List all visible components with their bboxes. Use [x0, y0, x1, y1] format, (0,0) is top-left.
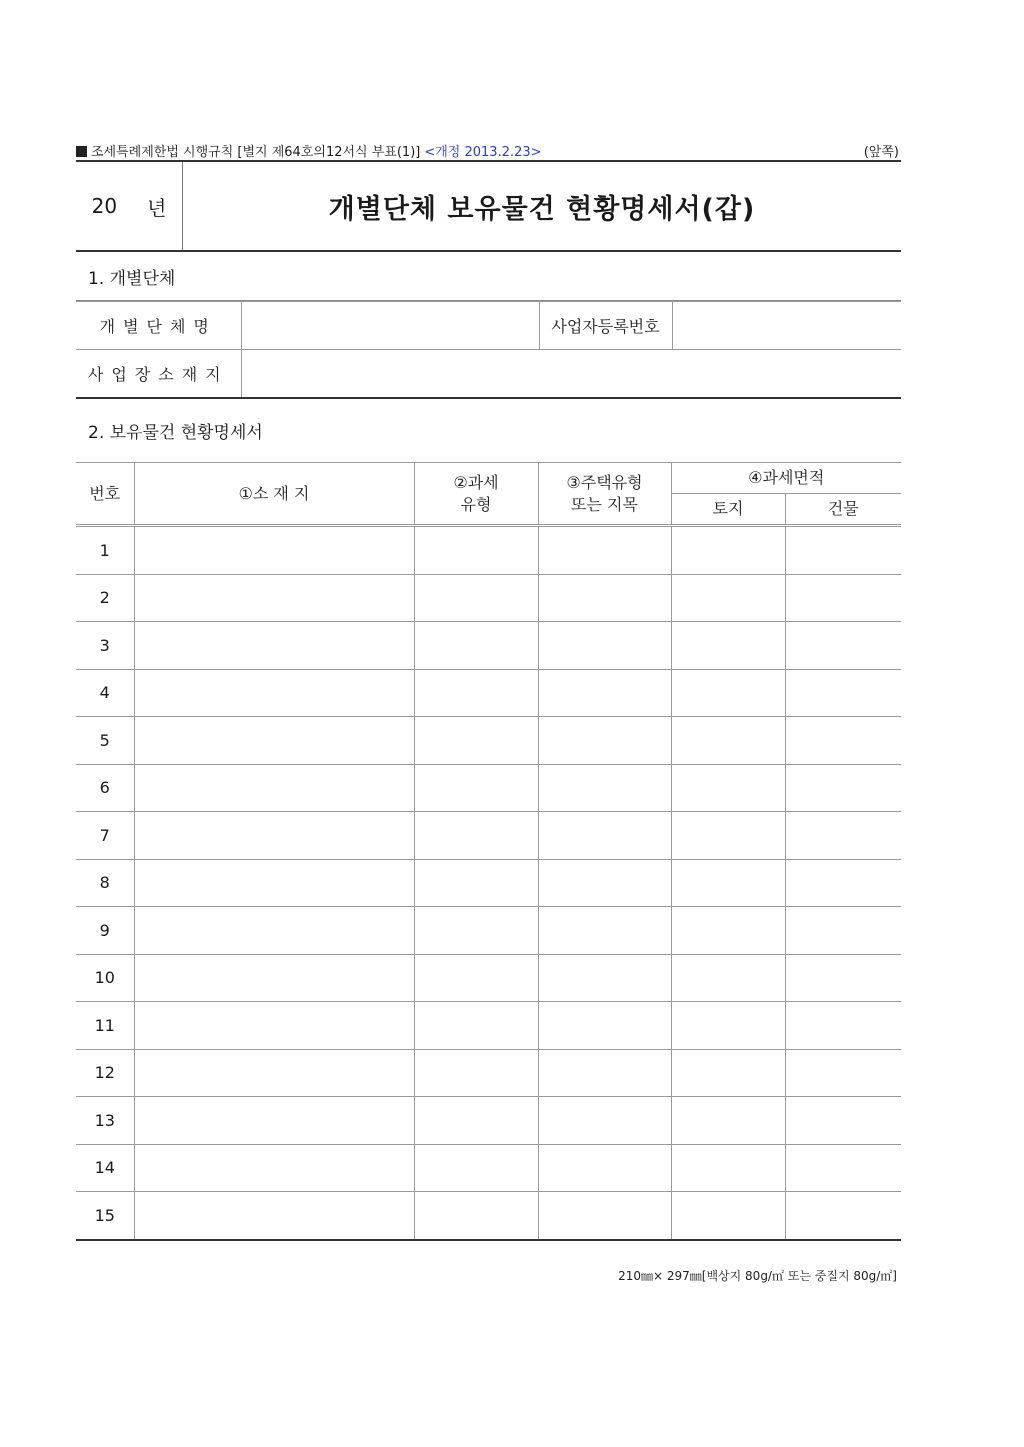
- tax-type-cell[interactable]: [414, 574, 538, 622]
- form-header-line: [76, 140, 901, 160]
- location-cell[interactable]: [134, 812, 414, 860]
- location-cell[interactable]: [134, 1049, 414, 1097]
- land-area-cell[interactable]: [671, 1002, 785, 1050]
- org-name-label: 개별단체명: [76, 302, 241, 350]
- location-cell[interactable]: [134, 526, 414, 575]
- housing-type-cell[interactable]: [538, 717, 671, 765]
- building-area-cell[interactable]: [785, 574, 901, 622]
- form-page: [76, 140, 901, 1284]
- property-table: [76, 462, 901, 1241]
- land-area-cell[interactable]: [671, 622, 785, 670]
- location-cell[interactable]: [134, 859, 414, 907]
- org-info-row-1: [76, 302, 901, 350]
- row-number: 3: [76, 622, 134, 670]
- year-cell[interactable]: [76, 162, 183, 250]
- row-number: 7: [76, 812, 134, 860]
- housing-type-cell[interactable]: [538, 764, 671, 812]
- housing-type-cell[interactable]: [538, 1192, 671, 1240]
- housing-type-cell[interactable]: [538, 812, 671, 860]
- land-area-cell[interactable]: [671, 574, 785, 622]
- table-row: [76, 669, 901, 717]
- row-number: 14: [76, 1144, 134, 1192]
- location-cell[interactable]: [134, 1002, 414, 1050]
- row-number: 10: [76, 954, 134, 1002]
- row-number: 9: [76, 907, 134, 955]
- revision-text: <개정 2013.2.23>: [424, 145, 542, 160]
- land-area-cell[interactable]: [671, 669, 785, 717]
- land-area-cell[interactable]: [671, 1049, 785, 1097]
- form-reference: [76, 141, 546, 160]
- building-area-cell[interactable]: [785, 907, 901, 955]
- tax-type-cell[interactable]: [414, 1192, 538, 1240]
- col-area-header: ④과세면적: [671, 463, 901, 494]
- row-number: 5: [76, 717, 134, 765]
- location-cell[interactable]: [134, 669, 414, 717]
- property-header-row: [76, 463, 901, 494]
- location-cell[interactable]: [134, 622, 414, 670]
- org-info-table: [76, 301, 901, 397]
- row-number: 13: [76, 1097, 134, 1145]
- housing-type-cell[interactable]: [538, 526, 671, 575]
- table-row: [76, 1097, 901, 1145]
- housing-type-cell[interactable]: [538, 907, 671, 955]
- housing-type-cell[interactable]: [538, 622, 671, 670]
- building-area-cell[interactable]: [785, 1192, 901, 1240]
- table-row: [76, 1049, 901, 1097]
- row-number: 1: [76, 526, 134, 575]
- building-area-cell[interactable]: [785, 954, 901, 1002]
- biz-reg-label: 사업자등록번호: [539, 302, 672, 350]
- biz-reg-field[interactable]: [672, 302, 901, 350]
- location-cell[interactable]: [134, 717, 414, 765]
- row-number: 6: [76, 764, 134, 812]
- address-label: 사업장소재지: [76, 350, 241, 398]
- col-housing-header: [538, 463, 671, 526]
- org-name-field[interactable]: [241, 302, 539, 350]
- col-number-header: 번호: [76, 463, 134, 526]
- land-area-cell[interactable]: [671, 717, 785, 765]
- title-box: [76, 160, 901, 252]
- col-land-header: 토지: [671, 494, 785, 526]
- section-2-heading: 2. 보유물건 현황명세서: [88, 423, 263, 443]
- land-area-cell[interactable]: [671, 859, 785, 907]
- building-area-cell[interactable]: [785, 812, 901, 860]
- col-tax-type-header: [414, 463, 538, 526]
- building-area-cell[interactable]: [785, 1002, 901, 1050]
- paper-spec-footer: 210㎜× 297㎜[백상지 80g/㎡ 또는 중질지 80g/㎡]: [618, 1268, 897, 1283]
- land-area-cell[interactable]: [671, 954, 785, 1002]
- tax-type-cell[interactable]: [414, 1097, 538, 1145]
- tax-type-cell[interactable]: [414, 526, 538, 575]
- land-area-cell[interactable]: [671, 526, 785, 575]
- tax-type-cell[interactable]: [414, 1049, 538, 1097]
- table-row: [76, 812, 901, 860]
- table-row: [76, 526, 901, 575]
- tax-type-cell[interactable]: [414, 764, 538, 812]
- building-area-cell[interactable]: [785, 717, 901, 765]
- table-row: [76, 1002, 901, 1050]
- tax-type-line2: 유형: [460, 494, 492, 514]
- building-area-cell[interactable]: [785, 859, 901, 907]
- tax-type-cell[interactable]: [414, 669, 538, 717]
- housing-type-cell[interactable]: [538, 1144, 671, 1192]
- document-title: 개별단체 보유물건 현황명세서(갑): [328, 193, 756, 225]
- location-cell[interactable]: [134, 574, 414, 622]
- col-building-header: 건물: [785, 494, 901, 526]
- housing-type-cell[interactable]: [538, 1002, 671, 1050]
- form-ref-text: 조세특례제한법 시행규칙 [별지 제64호의12서식 부표(1)]: [91, 145, 421, 160]
- land-area-cell[interactable]: [671, 1192, 785, 1240]
- table-row: [76, 574, 901, 622]
- housing-type-cell[interactable]: [538, 1097, 671, 1145]
- land-area-cell[interactable]: [671, 812, 785, 860]
- land-area-cell[interactable]: [671, 1144, 785, 1192]
- table-row: [76, 1192, 901, 1240]
- housing-type-cell[interactable]: [538, 574, 671, 622]
- row-number: 12: [76, 1049, 134, 1097]
- table-row: [76, 764, 901, 812]
- tax-type-cell[interactable]: [414, 622, 538, 670]
- land-area-cell[interactable]: [671, 907, 785, 955]
- col-location-header: ①소 재 지: [134, 463, 414, 526]
- building-area-cell[interactable]: [785, 1097, 901, 1145]
- building-area-cell[interactable]: [785, 622, 901, 670]
- housing-type-cell[interactable]: [538, 1049, 671, 1097]
- section-1-heading: 1. 개별단체: [76, 252, 901, 301]
- location-cell[interactable]: [134, 1097, 414, 1145]
- housing-type-cell[interactable]: [538, 954, 671, 1002]
- property-table-body: [76, 526, 901, 1240]
- table-row: [76, 954, 901, 1002]
- tax-type-cell[interactable]: [414, 954, 538, 1002]
- building-area-cell[interactable]: [785, 764, 901, 812]
- housing-type-cell[interactable]: [538, 669, 671, 717]
- housing-type-cell[interactable]: [538, 859, 671, 907]
- year-suffix: 년: [147, 195, 167, 220]
- tax-type-cell[interactable]: [414, 859, 538, 907]
- page-side-label: (앞쪽): [863, 145, 899, 160]
- square-bullet-icon: [76, 146, 87, 157]
- building-area-cell[interactable]: [785, 1144, 901, 1192]
- row-number: 4: [76, 669, 134, 717]
- location-cell[interactable]: [134, 1144, 414, 1192]
- location-cell[interactable]: [134, 1192, 414, 1240]
- row-number: 11: [76, 1002, 134, 1050]
- tax-type-cell[interactable]: [414, 1002, 538, 1050]
- address-field[interactable]: [241, 350, 901, 398]
- building-area-cell[interactable]: [785, 526, 901, 575]
- land-area-cell[interactable]: [671, 764, 785, 812]
- row-number: 15: [76, 1192, 134, 1240]
- tax-type-cell[interactable]: [414, 907, 538, 955]
- year-prefix: 20: [91, 194, 118, 218]
- table-row: [76, 717, 901, 765]
- table-row: [76, 859, 901, 907]
- building-area-cell[interactable]: [785, 1049, 901, 1097]
- row-number: 8: [76, 859, 134, 907]
- tax-type-cell[interactable]: [414, 1144, 538, 1192]
- tax-type-cell[interactable]: [414, 717, 538, 765]
- table-row: [76, 907, 901, 955]
- tax-type-line1: ②과세: [453, 472, 499, 492]
- table-row: [76, 622, 901, 670]
- location-cell[interactable]: [134, 954, 414, 1002]
- housing-line2: 또는 지목: [571, 494, 638, 514]
- org-info-block: [76, 301, 901, 399]
- housing-line1: ③주택유형: [566, 472, 643, 492]
- location-cell[interactable]: [134, 907, 414, 955]
- row-number: 2: [76, 574, 134, 622]
- org-info-row-2: [76, 350, 901, 398]
- tax-type-cell[interactable]: [414, 812, 538, 860]
- table-row: [76, 1144, 901, 1192]
- land-area-cell[interactable]: [671, 1097, 785, 1145]
- building-area-cell[interactable]: [785, 669, 901, 717]
- location-cell[interactable]: [134, 764, 414, 812]
